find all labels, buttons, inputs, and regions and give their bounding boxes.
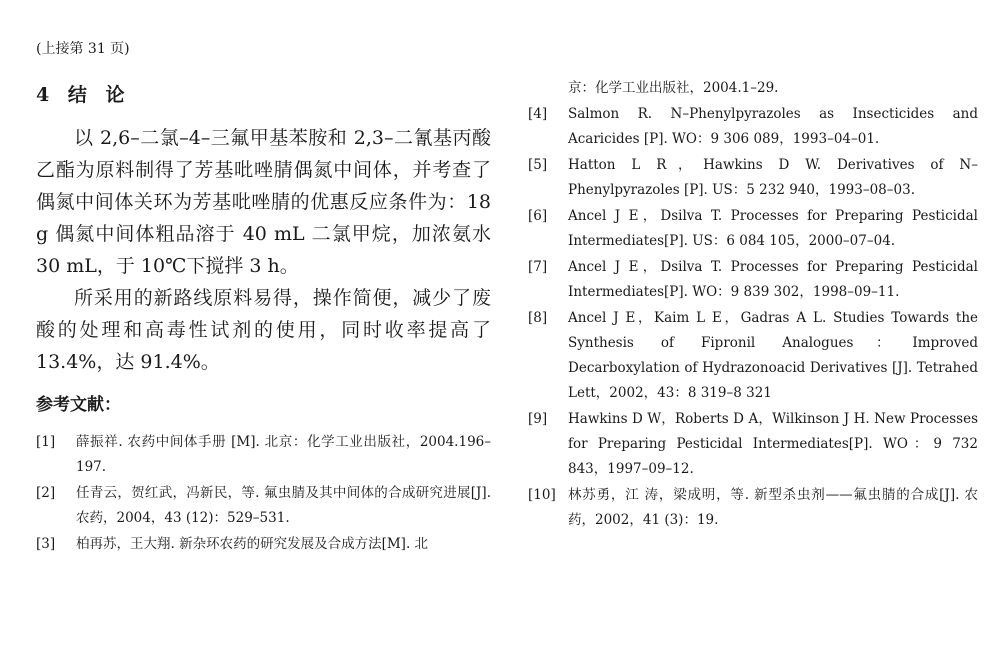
- reference-number: [9]: [528, 411, 548, 427]
- reference-item: [528, 306, 978, 406]
- paragraph-2: 所采用的新路线原料易得，操作简便，减少了废酸的处理和高毒性试剂的使用，同时收率提高了 13.4%，达 91.4%。: [36, 287, 491, 373]
- references-left-column: [36, 430, 491, 558]
- reference-number: [4]: [528, 106, 548, 122]
- reference-number: [10]: [528, 487, 556, 503]
- paragraph-1: 以 2,6–二氯–4–三氟甲基苯胺和 2,3–二氰基丙酸乙酯为原料制得了芳基吡唑腈偶氮中间体，并考查了偶氮中间体关环为芳基吡唑腈的优惠反应条件为：18 g 偶氮中间体粗品溶于 40 mL 二氯甲烷，加浓氨水 30 mL，于 10℃下搅拌 3 h。: [36, 127, 491, 277]
- references-heading: 参考文献：: [36, 395, 121, 415]
- reference-text: Hatton L R，Hawkins D W. Derivatives of N–Phenylpyrazoles [P]. US：5 232 940，1993–08–03.: [568, 157, 978, 198]
- reference-text: Ancel J E，Dsilva T. Processes for Preparing Pesticidal Intermediates[P]. US：6 084 105，2000–07–04.: [568, 208, 978, 249]
- references-right-column: [528, 76, 978, 534]
- reference-item: [36, 430, 491, 480]
- reference-text: Salmon R. N–Phenylpyrazoles as Insecticides and Acaricides [P]. WO：9 306 089，1993–04–01.: [568, 106, 978, 147]
- reference-item: [528, 255, 978, 305]
- reference-number: [1]: [36, 434, 56, 450]
- reference-text: 薛振祥. 农药中间体手册 [M]. 北京：化学工业出版社，2004.196–197.: [76, 434, 491, 475]
- reference-item: [36, 481, 491, 531]
- reference-item: [36, 532, 491, 557]
- reference-text: 林苏勇，江 涛，梁成明，等. 新型杀虫剂——氟虫腈的合成[J]. 农药，2002，41 (3)：19.: [568, 487, 978, 528]
- reference-number: [8]: [528, 310, 548, 326]
- reference-number: [2]: [36, 485, 56, 501]
- reference-number: [5]: [528, 157, 548, 173]
- reference-text: Hawkins D W，Roberts D A，Wilkinson J H. New Processes for Preparing Pesticidal Intermediates[P]. WO：9 732 843，1997–09–12.: [568, 411, 978, 477]
- reference-item: [528, 153, 978, 203]
- continued-note: (上接第 31 页): [36, 41, 130, 57]
- section-heading: 4 结 论: [36, 84, 131, 106]
- reference-text: 柏再苏，王大翔. 新杂环农药的研究发展及合成方法[M]. 北: [76, 536, 429, 552]
- reference-continuation: 京：化学工业出版社，2004.1–29.: [568, 80, 779, 96]
- reference-item: [528, 102, 978, 152]
- reference-item: [528, 407, 978, 482]
- conclusion-body: [36, 122, 491, 378]
- reference-text: Ancel J E，Dsilva T. Processes for Preparing Pesticidal Intermediates[P]. WO：9 839 302，1998–09–11.: [568, 259, 978, 300]
- reference-number: [6]: [528, 208, 548, 224]
- reference-text: Ancel J E，Kaim L E，Gadras A L. Studies Towards the Synthesis of Fipronil Analogues：Improved Decarboxylation of Hydrazonoacid Derivatives [J]. Tetrahed Lett，2002，43：8 319–8 321: [568, 310, 978, 401]
- reference-number: [3]: [36, 536, 56, 552]
- reference-number: [7]: [528, 259, 548, 275]
- reference-item: [528, 204, 978, 254]
- reference-text: 任青云，贺红武，冯新民，等. 氟虫腈及其中间体的合成研究进展[J]. 农药，2004，43 (12)：529–531.: [76, 485, 491, 526]
- reference-item: [528, 483, 978, 533]
